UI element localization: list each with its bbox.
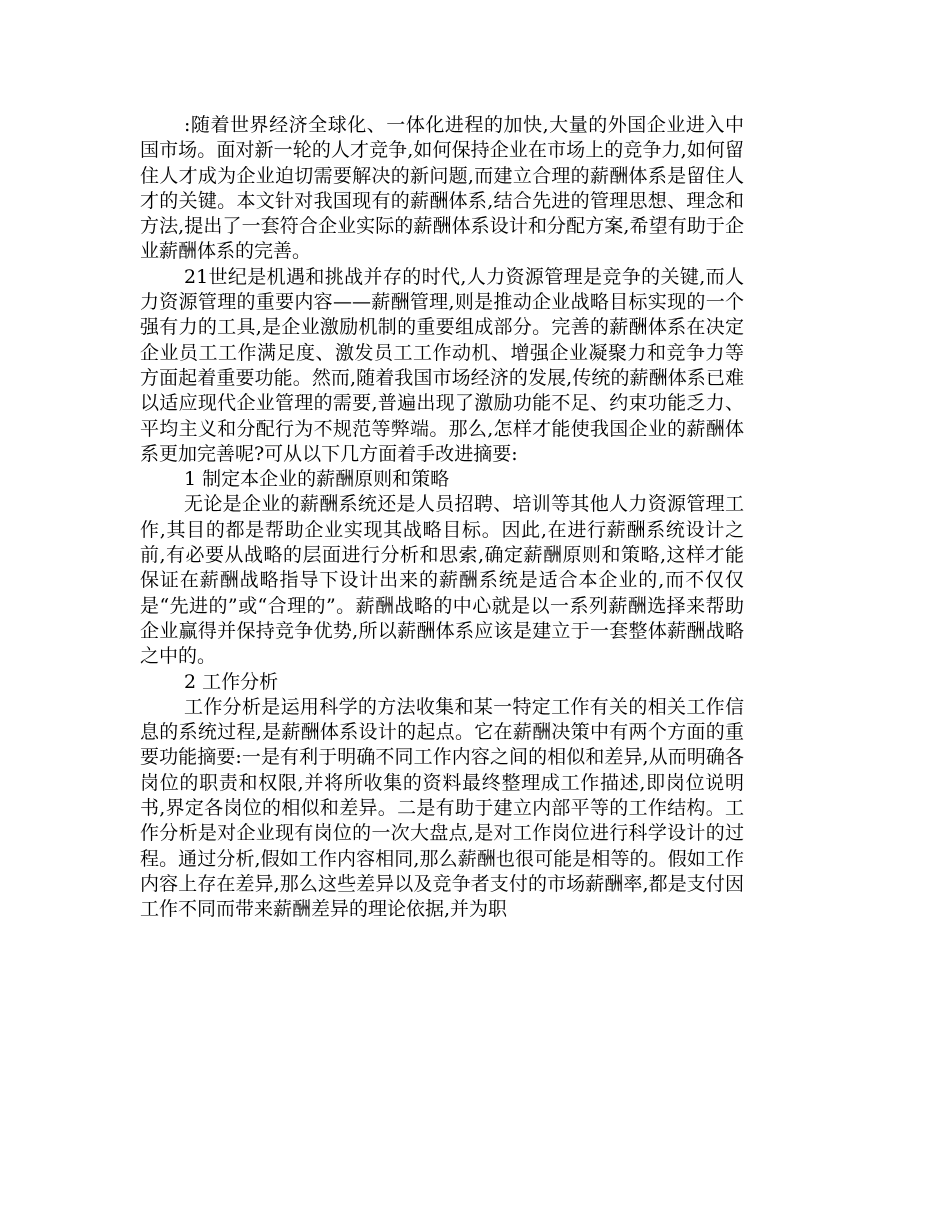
paragraph-21st-century: 21世纪是机遇和挑战并存的时代,人力资源管理是竞争的关键,而人力资源管理的重要内容——薪酬管理,则是推动企业战略目标实现的一个强有力的工具,是企业激励机制的重要组成部分。完善的薪酬体系在决定企业员工工作满足度、激发员工工作动机、增强企业凝聚力和竞争力等方面起着重要功能。然而,随着我国市场经济的发展,传统的薪酬体系已难以适应现代企业管理的需要,普遍出现了激励功能不足、约束功能乏力、平均主义和分配行为不规范等弊端。那么,怎样才能使我国企业的薪酬体系更加完善呢?可从以下几方面着手改进摘要: (140, 265, 744, 465)
paragraph-section-1: 无论是企业的薪酬系统还是人员招聘、培训等其他人力资源管理工作,其目的都是帮助企业实现其战略目标。因此,在进行薪酬系统设计之前,有必要从战略的层面进行分析和思索,确定薪酬原则和策略,这样才能保证在薪酬战略指导下设计出来的薪酬系统是适合本企业的,而不仅仅是“先进的”或“合理的”。薪酬战略的中心就是以一系列薪酬选择来帮助企业赢得并保持竞争优势,所以薪酬体系应该是建立于一套整体薪酬战略之中的。 (140, 493, 744, 668)
document-body (140, 113, 744, 923)
section-heading-1: 1 制定本企业的薪酬原则和策略 (184, 468, 450, 491)
paragraph-section-2: 工作分析是运用科学的方法收集和某一特定工作有关的相关工作信息的系统过程,是薪酬体系设计的起点。它在薪酬决策中有两个方面的重要功能摘要:一是有利于明确不同工作内容之间的相似和差异,从而明确各岗位的职责和权限,并将所收集的资料最终整理成工作描述,即岗位说明书,界定各岗位的相似和差异。二是有助于建立内部平等的工作结构。工作分析是对企业现有岗位的一次大盘点,是对工作岗位进行科学设计的过程。通过分析,假如工作内容相同,那么薪酬也很可能是相等的。假如工作内容上存在差异,那么这些差异以及竞争者支付的市场薪酬率,都是支付因工作不同而带来薪酬差异的理论依据,并为职 (140, 695, 744, 921)
paragraph-intro: :随着世界经济全球化、一体化进程的加快,大量的外国企业进入中国市场。面对新一轮的人才竞争,如何保持企业在市场上的竞争力,如何留住人才成为企业迫切需要解决的新问题,而建立合理的薪酬体系是留住人才的关键。本文针对我国现有的薪酬体系,结合先进的管理思想、理念和方法,提出了一套符合企业实际的薪酬体系设计和分配方案,希望有助于企业薪酬体系的完善。 (140, 114, 744, 263)
section-heading-2: 2 工作分析 (184, 670, 279, 693)
